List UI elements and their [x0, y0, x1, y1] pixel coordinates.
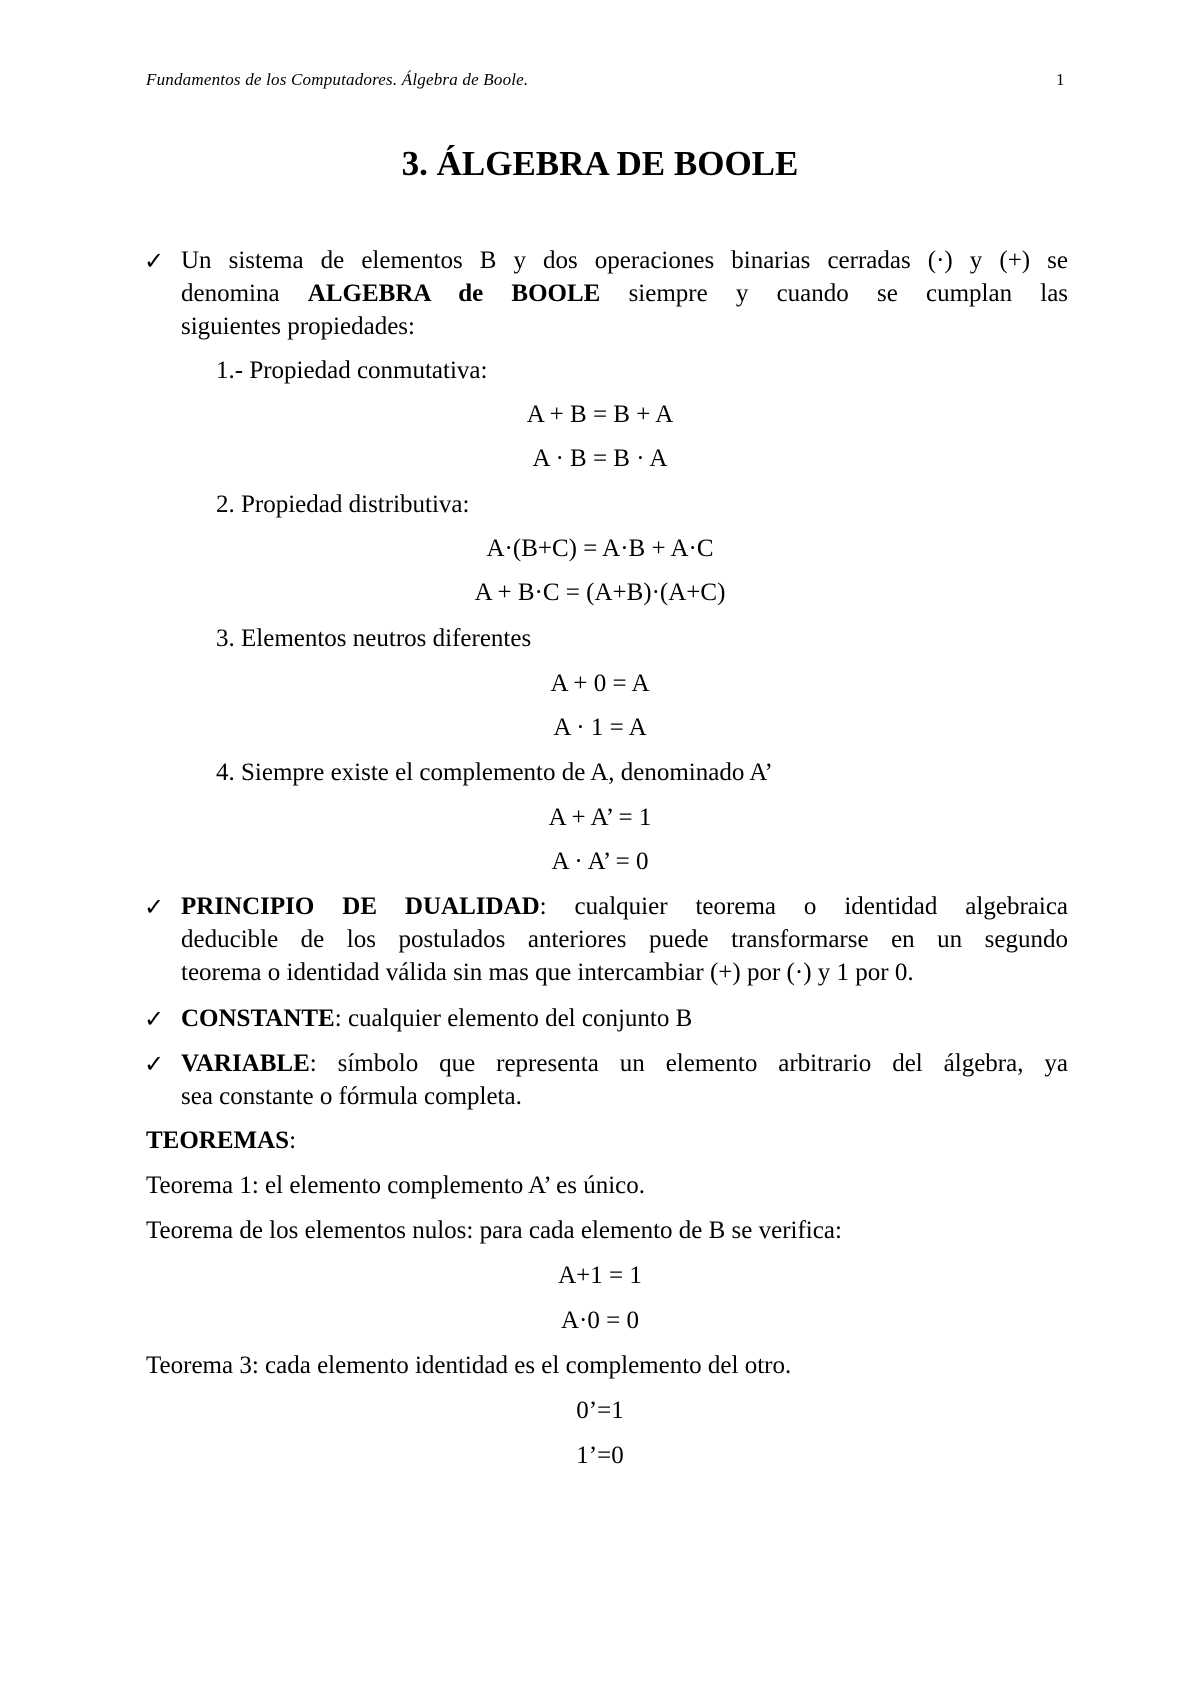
formula: A·0 = 0 [561, 1307, 639, 1334]
formula: A · 1 = A [553, 714, 647, 741]
duality-term: PRINCIPIO DE DUALIDAD [181, 893, 540, 920]
formula: A+1 = 1 [558, 1262, 642, 1289]
formula: A + B = B + A [526, 401, 674, 428]
formula: A · B = B · A [532, 445, 668, 472]
checkmark-icon: ✓ [144, 1050, 165, 1078]
formula: A · A’ = 0 [551, 848, 649, 875]
variable-line-1: VARIABLE: símbolo que representa un elemento arbitrario del álgebra, ya [181, 1050, 1068, 1077]
theorem-1: Teorema 1: el elemento complemento A’ es único. [146, 1172, 646, 1199]
boolean-algebra-term: ALGEBRA de BOOLE [307, 280, 601, 307]
variable-line-2: sea constante o fórmula completa. [181, 1083, 522, 1110]
running-header: Fundamentos de los Computadores. Álgebra de Boole. [146, 70, 529, 89]
theorem-3: Teorema 3: cada elemento identidad es el complemento del otro. [146, 1352, 792, 1379]
page-title: 3. ÁLGEBRA DE BOOLE [401, 144, 799, 183]
formula: A + A’ = 1 [548, 804, 652, 831]
theorems-heading: TEOREMAS: [146, 1127, 297, 1154]
checkmark-icon: ✓ [144, 893, 165, 921]
checkmark-icon: ✓ [144, 1005, 165, 1033]
constante-definition: CONSTANTE: cualquier elemento del conjunto B [181, 1005, 693, 1032]
formula: A + 0 = A [550, 670, 650, 697]
formula: A·(B+C) = A·B + A·C [486, 535, 714, 562]
checkmark-icon: ✓ [144, 247, 165, 275]
page-number: 1 [1056, 70, 1065, 89]
intro-line-1: Un sistema de elementos B y dos operaciones binarias cerradas (·) y (+) se [181, 247, 1068, 274]
property-label-4: 4. Siempre existe el complemento de A, denominado A’ [216, 759, 773, 786]
formula: A + B·C = (A+B)·(A+C) [474, 579, 726, 606]
duality-line-1: PRINCIPIO DE DUALIDAD: cualquier teorema o identidad algebraica [181, 893, 1069, 920]
property-label-1: 1.- Propiedad conmutativa: [216, 357, 488, 384]
duality-line-2: deducible de los postulados anteriores puede transformarse en un segundo [181, 926, 1068, 953]
constante-term: CONSTANTE [181, 1005, 335, 1032]
property-label-3: 3. Elementos neutros diferentes [216, 625, 532, 652]
intro-line-3: siguientes propiedades: [181, 313, 415, 340]
property-label-2: 2. Propiedad distributiva: [216, 491, 470, 518]
formula: 0’=1 [576, 1397, 624, 1424]
formula: 1’=0 [576, 1442, 624, 1469]
duality-line-3: teorema o identidad válida sin mas que intercambiar (+) por (·) y 1 por 0. [181, 959, 914, 986]
theorem-null-elements: Teorema de los elementos nulos: para cada elemento de B se verifica: [146, 1217, 842, 1244]
intro-line-2: denomina ALGEBRA de BOOLE siempre y cuando se cumplan las [181, 280, 1069, 307]
variable-term: VARIABLE [181, 1050, 310, 1077]
